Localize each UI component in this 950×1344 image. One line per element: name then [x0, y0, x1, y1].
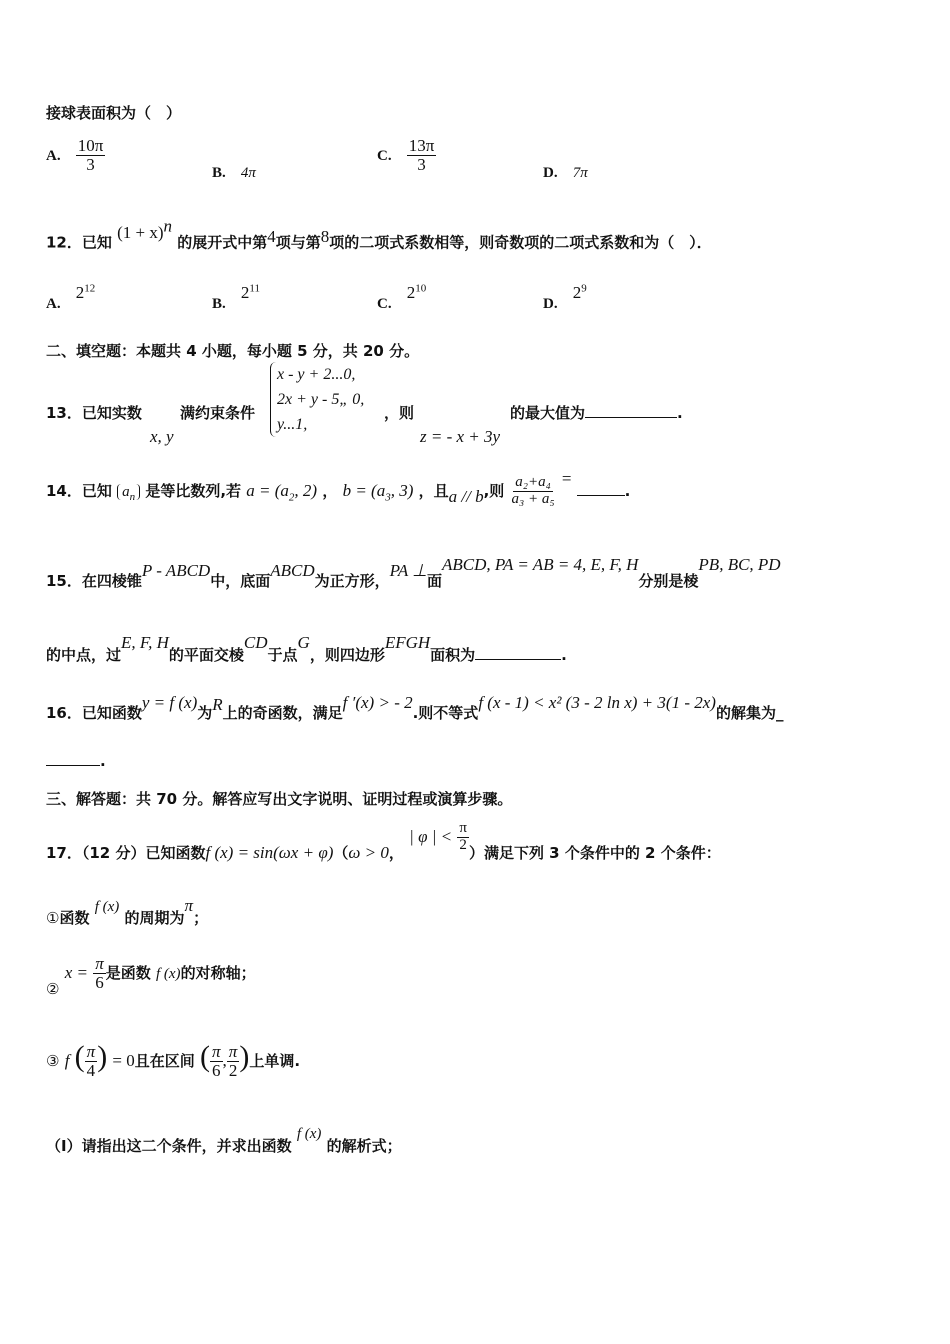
pi-over-4: $\frac{\pi}{4}$	[86, 1042, 96, 1080]
q12-option-b: B. $2^{11}$	[212, 282, 260, 312]
ratio-fraction: $\frac{\text{a₂+a₄}}{\text{a₃ + a₅}}$	[511, 474, 555, 507]
answer-blank[interactable]	[577, 495, 625, 496]
q11-option-b: B. 4π	[212, 165, 256, 181]
q11-option-d: D. 7π	[543, 165, 588, 181]
q15-line-1: 15．在四棱锥P - ABCD中，底面ABCD为正方形，PA ⊥面ABCD, PA = AB = 4, E, F, H分别是棱PB, BC, PD	[46, 555, 781, 590]
q12-stem: 12．已知 $(1 + x)^n$ 的展开式中第4项与第8项的二项式系数相等，则奇数项的二项式系数和为（ ）．	[46, 216, 712, 252]
q13-objective: z = - x + 3y	[420, 427, 501, 446]
q13-text-1: 满约束条件	[180, 404, 256, 422]
q13-text-2: ，则	[384, 404, 415, 422]
pi-over-2: $\frac{\pi}{2}$	[459, 820, 467, 853]
pi-over-6: $\frac{\pi}{6}$	[95, 954, 104, 992]
q11-stem-tail: 接球表面积为（ ）	[46, 104, 182, 122]
answer-blank[interactable]	[475, 659, 561, 660]
fraction: $\frac{10\pi}{3}$	[77, 136, 104, 174]
pi-over-2: $\frac{\pi}{2}$	[228, 1042, 238, 1080]
q16-stem: 16．已知函数y = f (x)为R上的奇函数，满足f ′(x) > - 2.则不等式f (x - 1) < x² (3 - 2 ln x) + 3(1 - 2x)的解集为_	[46, 693, 784, 722]
q17-part-1: （Ⅰ）请指出这二个条件，并求出函数 f (x) 的解析式；	[46, 1126, 402, 1155]
math-expr: $(1 + x)^n$	[117, 216, 173, 242]
fraction: $\frac{13\pi}{3}$	[408, 136, 435, 174]
q11-option-a: A. $\frac{10\pi}{3}$	[46, 136, 104, 174]
q13-vars: x, y	[150, 427, 174, 446]
q14-stem: 14．已知 $a_n$ 是等比数列,若 $a = (a_2$, 2) ， $b = (a_3$, 3) ，且a // b,则 $\frac{\text{a₂+a₄}}{\text{a₃ + a₅}}$ = .	[46, 468, 631, 507]
vector-b: $b = (a_3$, 3)	[342, 480, 414, 504]
q13-text-3: 的最大值为 .	[510, 404, 683, 422]
answer-blank[interactable]	[46, 765, 100, 766]
section-3-heading: 三、解答题：共 70 分。解答应写出文字说明、证明过程或演算步骤。	[46, 790, 513, 808]
q15-line-2: 的中点，过E, F, H的平面交棱CD于点G，则四边形EFGH面积为 .	[46, 633, 567, 664]
q17-stem: 17．（12 分）已知函数f (x) = sin(ωx + φ)（ω > 0， | φ | < $\frac{\pi}{2}$ ）满足下列 3 个条件中的 2 个条件：	[46, 820, 721, 862]
answer-blank[interactable]	[585, 417, 677, 418]
q13-constraint-system: x - y + 2...0, 2x + y - 5„ 0, y...1,	[270, 362, 364, 437]
section-2-heading: 二、填空题：本题共 4 小题，每小题 5 分，共 20 分。	[46, 342, 420, 360]
q17-condition-2: ② x = $\frac{\pi}{6}$ 是函数 f (x)的对称轴；	[46, 954, 256, 998]
q11-option-c: C. $\frac{13\pi}{3}$	[377, 136, 435, 174]
vector-a: $a = (a_2$, 2)	[246, 480, 318, 504]
q12-option-d: D. $2^9$	[543, 282, 587, 312]
q17-condition-1: ①函数 f (x) 的周期为π；	[46, 896, 209, 927]
q17-condition-3: ③ f ( $\frac{\pi}{4}$ ) = 0且在区间 ( $\frac{\pi}{6}$ , $\frac{\pi}{2}$ )上单调.	[46, 1040, 301, 1080]
q12-option-a: A. $2^{12}$	[46, 282, 96, 312]
q16-answer-line: .	[46, 752, 106, 770]
q13-lead: 13．已知实数	[46, 404, 142, 422]
pi-over-6: $\frac{\pi}{6}$	[212, 1042, 221, 1080]
q12-option-c: C. $2^{10}$	[377, 282, 427, 312]
sequence-an: $a_n$	[117, 484, 140, 500]
